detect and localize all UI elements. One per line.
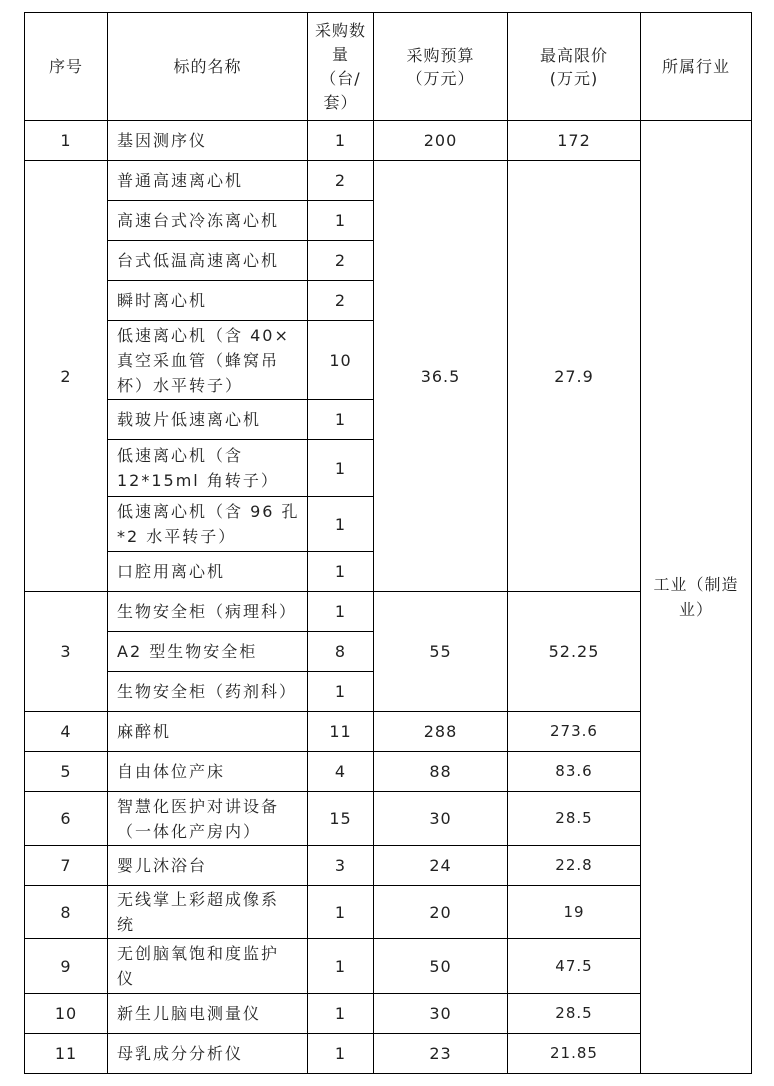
item-name-cell: 婴儿沐浴台 [108, 846, 308, 886]
header-max-price: 最高限价 (万元) [508, 13, 641, 121]
max-price-cell: 22.8 [508, 846, 641, 886]
seq-cell: 7 [25, 846, 108, 886]
item-name-cell: 生物安全柜（药剂科） [108, 672, 308, 712]
item-name-cell: 口腔用离心机 [108, 552, 308, 592]
max-price-cell: 83.6 [508, 752, 641, 792]
industry-cell: 工业（制造 业） [641, 121, 752, 1074]
qty-cell: 1 [308, 994, 374, 1034]
header-seq: 序号 [25, 13, 108, 121]
max-price-cell: 21.85 [508, 1034, 641, 1074]
header-budget: 采购预算 （万元） [374, 13, 508, 121]
qty-cell: 10 [308, 321, 374, 400]
item-name-cell: 新生儿脑电测量仪 [108, 994, 308, 1034]
item-name-cell: 无创脑氧饱和度监护 仪 [108, 939, 308, 994]
header-row [25, 13, 752, 121]
header-industry: 所属行业 [641, 13, 752, 121]
qty-cell: 1 [308, 939, 374, 994]
table-body [25, 121, 752, 1074]
max-price-cell: 52.25 [508, 592, 641, 712]
qty-cell: 8 [308, 632, 374, 672]
qty-cell: 1 [308, 1034, 374, 1074]
item-name-cell: 普通高速离心机 [108, 161, 308, 201]
qty-cell: 1 [308, 886, 374, 939]
budget-cell: 23 [374, 1034, 508, 1074]
seq-cell: 1 [25, 121, 108, 161]
max-price-cell: 28.5 [508, 994, 641, 1034]
item-name-cell: 低速离心机（含 12*15ml 角转子） [108, 440, 308, 497]
budget-cell: 30 [374, 792, 508, 846]
budget-cell: 50 [374, 939, 508, 994]
qty-cell: 4 [308, 752, 374, 792]
qty-cell: 1 [308, 592, 374, 632]
item-name-cell: 台式低温高速离心机 [108, 241, 308, 281]
item-name-cell: A2 型生物安全柜 [108, 632, 308, 672]
header-qty: 采购数 量 （台/ 套） [308, 13, 374, 121]
item-name-cell: 母乳成分分析仪 [108, 1034, 308, 1074]
qty-cell: 11 [308, 712, 374, 752]
budget-cell: 20 [374, 886, 508, 939]
max-price-cell: 28.5 [508, 792, 641, 846]
budget-cell: 30 [374, 994, 508, 1034]
item-name-cell: 无线掌上彩超成像系 统 [108, 886, 308, 939]
seq-cell: 3 [25, 592, 108, 712]
item-name-cell: 麻醉机 [108, 712, 308, 752]
qty-cell: 1 [308, 201, 374, 241]
max-price-cell: 27.9 [508, 161, 641, 592]
header-name: 标的名称 [108, 13, 308, 121]
qty-cell: 1 [308, 497, 374, 552]
qty-cell: 3 [308, 846, 374, 886]
item-name-cell: 自由体位产床 [108, 752, 308, 792]
seq-cell: 10 [25, 994, 108, 1034]
max-price-cell: 273.6 [508, 712, 641, 752]
budget-cell: 88 [374, 752, 508, 792]
item-name-cell: 基因测序仪 [108, 121, 308, 161]
max-price-cell: 19 [508, 886, 641, 939]
seq-cell: 2 [25, 161, 108, 592]
budget-cell: 55 [374, 592, 508, 712]
max-price-cell: 47.5 [508, 939, 641, 994]
qty-cell: 2 [308, 161, 374, 201]
budget-cell: 288 [374, 712, 508, 752]
item-name-cell: 载玻片低速离心机 [108, 400, 308, 440]
seq-cell: 8 [25, 886, 108, 939]
budget-cell: 36.5 [374, 161, 508, 592]
item-name-cell: 瞬时离心机 [108, 281, 308, 321]
item-name-cell: 智慧化医护对讲设备 （一体化产房内） [108, 792, 308, 846]
qty-cell: 1 [308, 552, 374, 592]
item-name-cell: 低速离心机（含 40× 真空采血管（蜂窝吊 杯）水平转子） [108, 321, 308, 400]
seq-cell: 5 [25, 752, 108, 792]
qty-cell: 1 [308, 121, 374, 161]
max-price-cell: 172 [508, 121, 641, 161]
seq-cell: 6 [25, 792, 108, 846]
qty-cell: 1 [308, 672, 374, 712]
qty-cell: 2 [308, 241, 374, 281]
qty-cell: 1 [308, 440, 374, 497]
item-name-cell: 高速台式冷冻离心机 [108, 201, 308, 241]
qty-cell: 1 [308, 400, 374, 440]
qty-cell: 15 [308, 792, 374, 846]
procurement-table [24, 12, 752, 1074]
seq-cell: 9 [25, 939, 108, 994]
seq-cell: 11 [25, 1034, 108, 1074]
budget-cell: 200 [374, 121, 508, 161]
seq-cell: 4 [25, 712, 108, 752]
qty-cell: 2 [308, 281, 374, 321]
item-name-cell: 低速离心机（含 96 孔 *2 水平转子） [108, 497, 308, 552]
item-name-cell: 生物安全柜（病理科） [108, 592, 308, 632]
table-row [25, 121, 752, 161]
budget-cell: 24 [374, 846, 508, 886]
